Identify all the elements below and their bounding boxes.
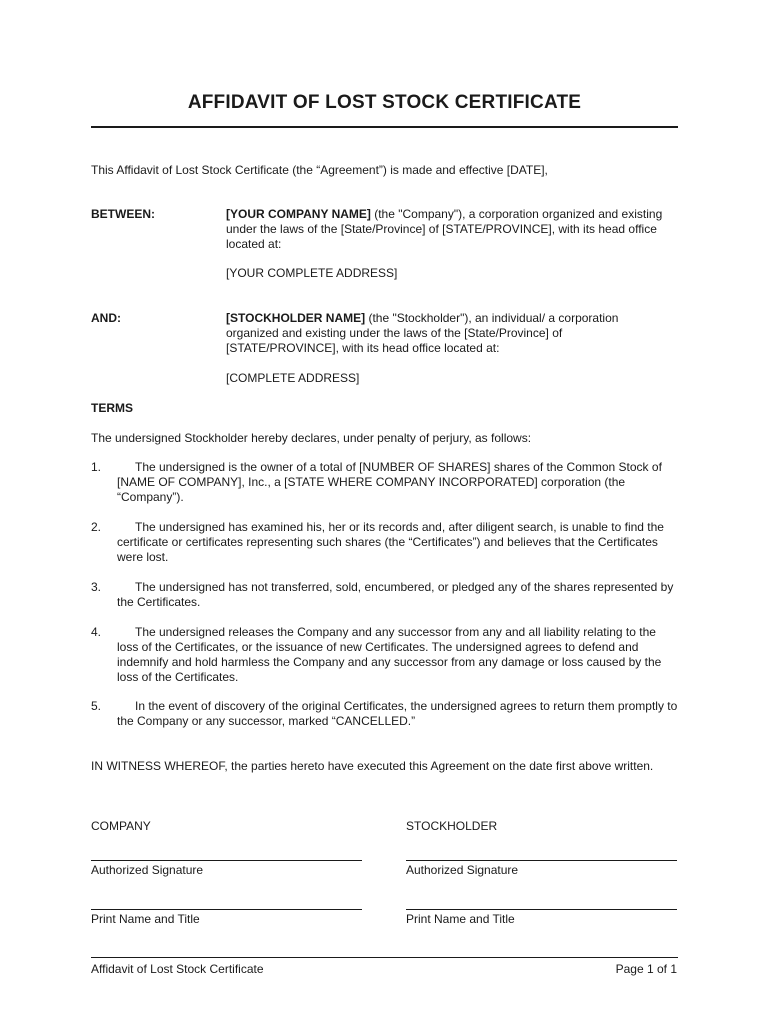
term-number: 2. [91, 520, 102, 534]
term-number: 3. [91, 580, 102, 594]
company-name-line [91, 909, 362, 910]
between-label: BETWEEN: [91, 207, 155, 221]
term-number: 4. [91, 625, 102, 639]
stockholder-name-line [406, 909, 677, 910]
stockholder-party-label: STOCKHOLDER [406, 819, 498, 833]
term-item [91, 580, 678, 610]
intro-paragraph: This Affidavit of Lost Stock Certificate (the “Agreement”) is made and effective [DATE], [91, 163, 548, 177]
company-description: (the "Company"), a corporation organized and existing under the laws of the [State/Province] of [STATE/PROVINCE], with its head office located at: [226, 207, 663, 251]
term-item [91, 520, 678, 565]
term-item [91, 460, 678, 505]
declaration-paragraph: The undersigned Stockholder hereby declares, under penalty of perjury, as follows: [91, 431, 532, 445]
stockholder-name-placeholder: [STOCKHOLDER NAME] [226, 311, 366, 325]
term-number: 5. [91, 699, 102, 713]
company-authorized-signature-label: Authorized Signature [91, 863, 204, 877]
stockholder-authorized-signature-label: Authorized Signature [406, 863, 519, 877]
term-text: The undersigned has not transferred, sold, encumbered, or pledged any of the shares represented by the Certificates. [117, 580, 674, 609]
and-label: AND: [91, 311, 121, 325]
and-party-text [226, 311, 656, 356]
company-signature-line [91, 860, 362, 861]
title-divider [91, 126, 678, 128]
stockholder-print-name-label: Print Name and Title [406, 912, 515, 926]
stockholder-description: (the "Stockholder"), an individual/ a corporation organized and existing under the laws of the [State/Province] of [STATE/PROVINCE], with its head office located at: [226, 311, 619, 355]
company-name-placeholder: [YOUR COMPANY NAME] [226, 207, 371, 221]
stockholder-signature-line [406, 860, 677, 861]
term-text: In the event of discovery of the original Certificates, the undersigned agrees to return them promptly to the Company or any successor, marked “CANCELLED.” [117, 699, 678, 728]
between-party-text [226, 207, 678, 252]
company-address: [YOUR COMPLETE ADDRESS] [226, 266, 398, 280]
terms-heading: TERMS [91, 401, 133, 415]
document-title: AFFIDAVIT OF LOST STOCK CERTIFICATE [187, 92, 582, 113]
term-text: The undersigned has examined his, her or its records and, after diligent search, is unable to find the certificate or certificates representing such shares (the “Certificates”) and believes that the Certificates were lost. [117, 520, 664, 564]
term-item [91, 699, 678, 729]
company-print-name-label: Print Name and Title [91, 912, 200, 926]
stockholder-address: [COMPLETE ADDRESS] [226, 371, 360, 385]
footer-document-title: Affidavit of Lost Stock Certificate [91, 962, 264, 976]
term-number: 1. [91, 460, 102, 474]
company-party-label: COMPANY [91, 819, 151, 833]
term-text: The undersigned releases the Company and any successor from any and all liability relating to the loss of the Certificates, or the issuance of new Certificates. The undersigned agrees to defend and indemnify and hold harmless the Company and any successor from any damage or loss caused by the loss of the Certificates. [117, 625, 662, 684]
term-text: The undersigned is the owner of a total of [NUMBER OF SHARES] shares of the Common Stock of [NAME OF COMPANY], Inc., a [STATE WHERE COMPANY INCORPORATED] corporation (the “Company”). [117, 460, 662, 504]
footer-divider [91, 957, 678, 958]
witness-paragraph: IN WITNESS WHEREOF, the parties hereto have executed this Agreement on the date first above written. [91, 759, 654, 773]
footer-page-number: Page 1 of 1 [615, 962, 677, 976]
term-item [91, 625, 678, 685]
